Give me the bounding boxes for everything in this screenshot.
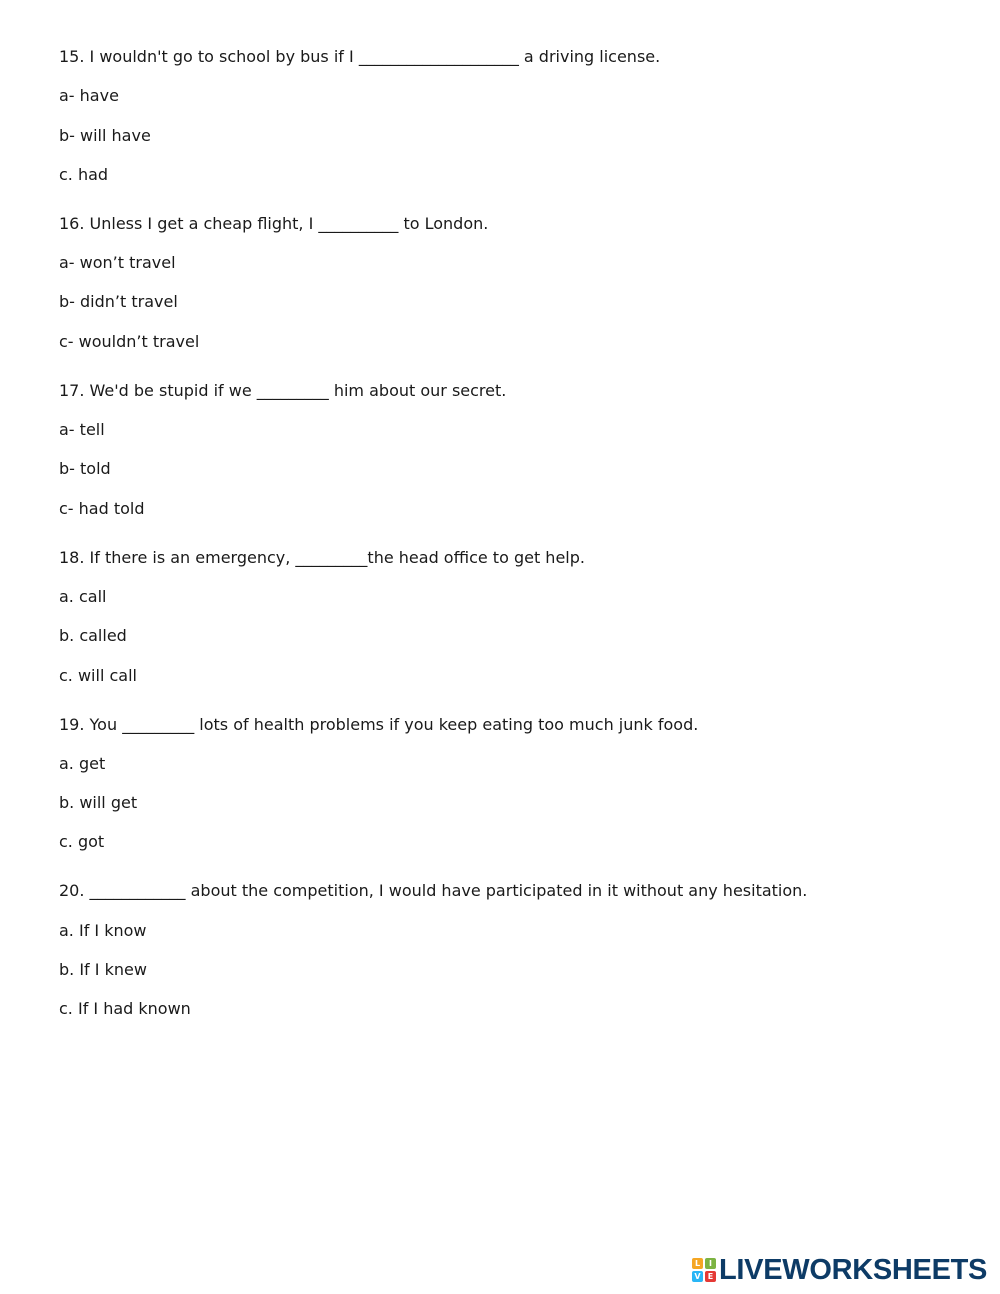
question-15 [59,47,959,185]
answer-option-a: a. get [59,753,106,773]
logo-mark-icon [692,1258,716,1282]
logo-mark-cell: V [692,1271,703,1282]
answer-option-a: a. call [59,586,107,606]
question-prompt: 18. If there is an emergency, _________the head office to get help. [59,547,585,567]
liveworksheets-logo [692,1256,987,1284]
answer-option-b: b. will get [59,793,138,813]
answer-option-c: c- wouldn’t travel [59,331,200,351]
answer-option-b: b- didn’t travel [59,292,178,312]
logo-mark-cell: E [705,1271,716,1282]
answer-option-c: c. If I had known [59,999,191,1019]
answer-option-b: b. called [59,626,127,646]
logo-mark-cell: L [692,1258,703,1269]
answer-option-c: c- had told [59,498,145,518]
logo-text: LIVEWORKSHEETS [719,1254,988,1286]
answer-option-a: a- tell [59,420,105,440]
answer-option-b: b- will have [59,125,151,145]
question-19 [59,715,959,853]
question-prompt: 17. We'd be stupid if we _________ him about our secret. [59,380,507,400]
answer-option-a: a. If I know [59,920,147,940]
answer-option-c: c. had [59,164,109,184]
question-prompt: 16. Unless I get a cheap flight, I __________ to London. [59,213,489,233]
worksheet [59,47,959,1048]
answer-option-b: b. If I knew [59,960,147,980]
question-20 [59,881,959,1019]
answer-option-c: c. got [59,832,105,852]
question-18 [59,548,959,686]
question-prompt: 20. ____________ about the competition, I would have participated in it without any hesitation. [59,881,808,901]
question-17 [59,381,959,519]
answer-option-c: c. will call [59,665,137,685]
logo-mark-cell: I [705,1258,716,1269]
question-16 [59,214,959,352]
answer-option-a: a- won’t travel [59,253,176,273]
answer-option-b: b- told [59,459,111,479]
question-prompt: 19. You _________ lots of health problems if you keep eating too much junk food. [59,714,699,734]
question-prompt: 15. I wouldn't go to school by bus if I ____________________ a driving license. [59,47,661,66]
answer-option-a: a- have [59,86,119,106]
